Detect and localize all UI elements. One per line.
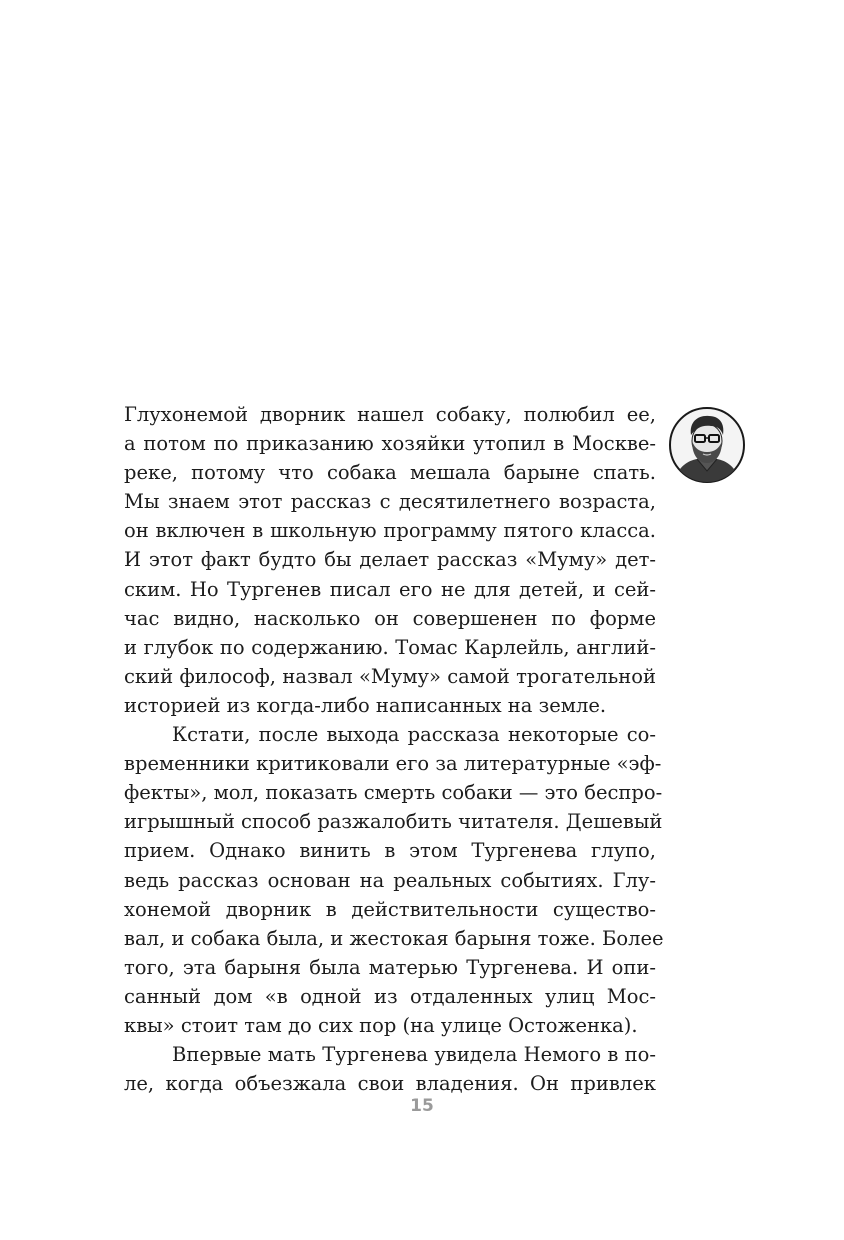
text-line: вал, и собака была, и жестокая барыня тоже. Более [124, 926, 664, 950]
text-line: а потом по приказанию хозяйки утопил в Москве- [124, 432, 656, 456]
page-number: 15 [410, 1096, 434, 1116]
text-line: реке, потому что собака мешала барыне спать. [124, 461, 656, 485]
text-line: Впервые мать Тургенева увидела Немого в по- [172, 1043, 656, 1067]
text-line: Кстати, после выхода рассказа некоторые со- [172, 723, 656, 747]
text-line: хонемой дворник в действительности существо- [124, 897, 656, 921]
text-line: Мы знаем этот рассказ с десятилетнего возраста, [124, 490, 656, 514]
body-text [124, 400, 664, 1098]
author-avatar-icon [667, 405, 747, 485]
text-line: час видно, насколько он совершенен по форме [124, 606, 656, 630]
text-line: ским. Но Тургенев писал его не для детей, и сей- [124, 577, 656, 601]
text-line: историей из когда-либо написанных на земле. [124, 693, 607, 717]
text-line: ский философ, назвал «Муму» самой трогательной [124, 664, 656, 688]
text-line: квы» стоит там до сих пор (на улице Остоженка). [124, 1013, 638, 1037]
text-line: временники критиковали его за литературные «эф- [124, 752, 662, 776]
text-line: и глубок по содержанию. Томас Карлейль, англий- [124, 635, 656, 659]
text-line: прием. Однако винить в этом Тургенева глупо, [124, 839, 656, 863]
text-line: он включен в школьную программу пятого класса. [124, 519, 656, 543]
text-line: ле, когда объезжала свои владения. Он привлек [124, 1072, 656, 1096]
text-line: того, эта барыня была матерью Тургенева. И опи- [124, 955, 656, 979]
text-line: игрышный способ разжалобить читателя. Дешевый [124, 810, 663, 834]
text-line: фекты», мол, показать смерть собаки — это беспро- [124, 781, 663, 805]
text-line: Глухонемой дворник нашел собаку, полюбил ее, [124, 403, 656, 426]
text-line: санный дом «в одной из отдаленных улиц Мос- [124, 984, 656, 1008]
text-line: ведь рассказ основан на реальных событиях. Глу- [124, 868, 656, 892]
text-line: И этот факт будто бы делает рассказ «Муму» дет- [124, 548, 656, 572]
